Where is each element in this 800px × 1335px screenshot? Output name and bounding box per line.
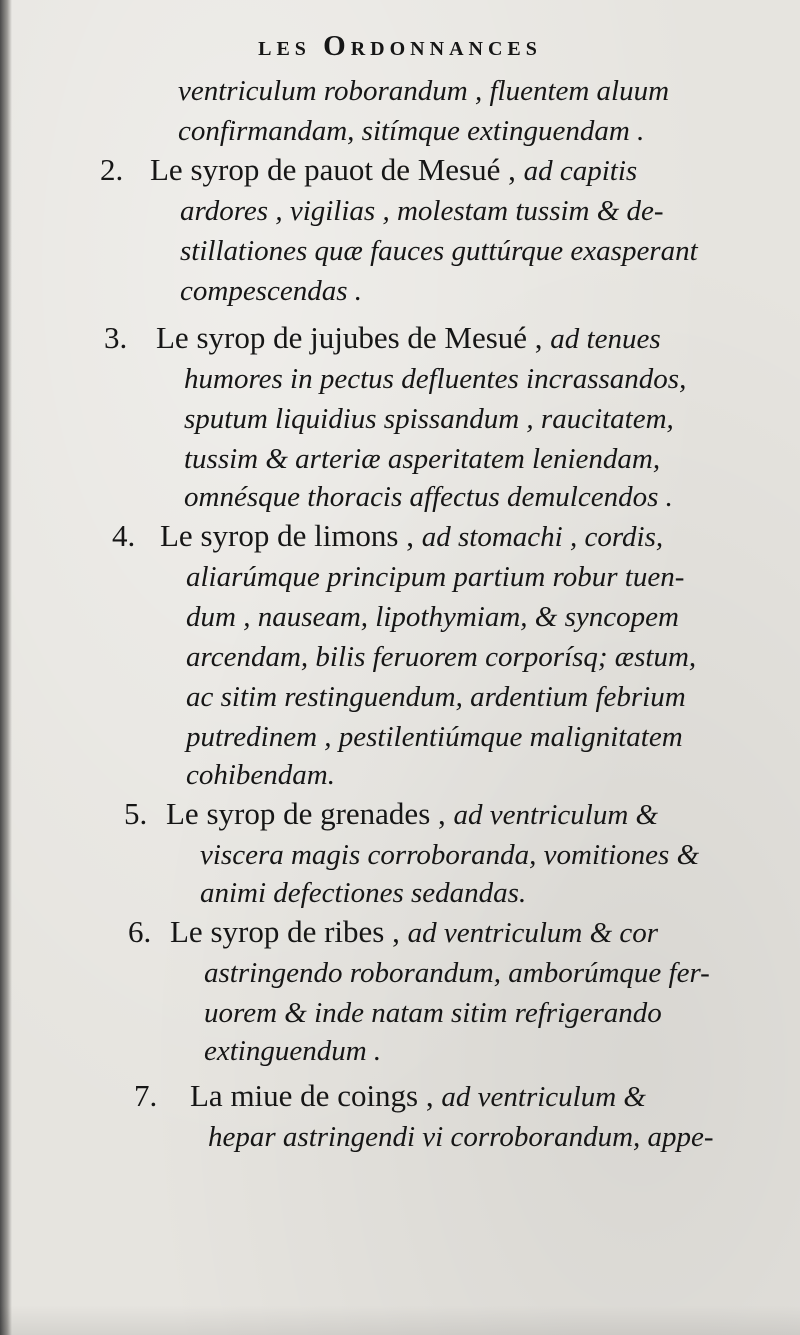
line-italic: animi defectiones sedandas. bbox=[200, 877, 527, 909]
line-italic: hepar astringendi vi corroborandum, appe- bbox=[208, 1121, 714, 1153]
text-line bbox=[170, 914, 658, 951]
item-number: 2. bbox=[100, 152, 124, 187]
line-italic: ad capitis bbox=[523, 155, 638, 187]
item-number: 4. bbox=[112, 518, 136, 553]
line-roman: Le syrop de limons , bbox=[160, 518, 422, 553]
text-line bbox=[186, 558, 684, 595]
line-italic: dum , nauseam, lipothymiam, & syncopem bbox=[186, 601, 679, 633]
text-line bbox=[186, 678, 686, 715]
text-line bbox=[166, 796, 658, 833]
text-line bbox=[186, 598, 679, 635]
text-line bbox=[178, 72, 669, 109]
text-line bbox=[184, 360, 686, 397]
text-line bbox=[184, 440, 660, 477]
text-line bbox=[200, 874, 526, 911]
line-italic: aliarúmque principum partium robur tuen- bbox=[186, 561, 685, 593]
text-line bbox=[200, 836, 699, 873]
line-italic: putredinem , pestilentiúmque malignitatem bbox=[186, 721, 683, 753]
page-bottom-shadow bbox=[0, 1305, 800, 1335]
line-roman: Le syrop de ribes , bbox=[170, 914, 408, 949]
line-roman: Le syrop de jujubes de Mesué , bbox=[156, 320, 551, 355]
line-italic: humores in pectus defluentes incrassandos, bbox=[184, 363, 687, 395]
text-line bbox=[180, 272, 362, 309]
item-number: 5. bbox=[124, 796, 148, 831]
item-number: 6. bbox=[128, 914, 152, 949]
text-line bbox=[156, 320, 661, 357]
text-line bbox=[204, 954, 710, 991]
line-italic: ventriculum roborandum , fluentem aluum bbox=[178, 75, 670, 107]
line-italic: extinguendum . bbox=[204, 1035, 382, 1067]
line-italic: confirmandam, sitímque extinguendam . bbox=[178, 115, 645, 147]
text-line bbox=[204, 994, 662, 1031]
line-italic: viscera magis corroboranda, vomitiones & bbox=[200, 839, 700, 871]
line-italic: astringendo roborandum, amborúmque fer- bbox=[204, 957, 710, 989]
text-line bbox=[150, 152, 637, 189]
text-line bbox=[204, 1032, 381, 1069]
text-line bbox=[184, 478, 673, 515]
text-line bbox=[180, 232, 698, 269]
line-italic: uorem & inde natam sitim refrigerando bbox=[204, 997, 662, 1029]
line-italic: ac sitim restinguendum, ardentium febrium bbox=[186, 681, 686, 713]
item-number: 7. bbox=[134, 1078, 158, 1113]
page-gutter-shadow bbox=[0, 0, 12, 1335]
line-italic: ad ventriculum & cor bbox=[407, 917, 659, 949]
line-italic: ad tenues bbox=[550, 323, 661, 355]
line-roman: La miue de coings , bbox=[190, 1078, 442, 1113]
text-line bbox=[184, 400, 674, 437]
text-line bbox=[178, 112, 644, 149]
text-line bbox=[180, 192, 664, 229]
running-head: les Ordonnances bbox=[258, 30, 542, 62]
line-roman: Le syrop de pauot de Mesué , bbox=[150, 152, 524, 187]
line-italic: ad ventriculum & bbox=[453, 799, 659, 831]
line-italic: ad stomachi , cordis, bbox=[421, 521, 664, 553]
item-number: 3. bbox=[104, 320, 128, 355]
line-italic: compescendas . bbox=[180, 275, 363, 307]
line-italic: cohibendam. bbox=[186, 759, 335, 791]
line-italic: tussim & arteriæ asperitatem leniendam, bbox=[184, 443, 661, 475]
line-italic: stillationes quæ fauces guttúrque exasperant bbox=[180, 235, 698, 267]
text-line bbox=[186, 756, 335, 793]
text-line bbox=[208, 1118, 714, 1155]
text-line bbox=[190, 1078, 646, 1115]
line-italic: sputum liquidius spissandum , raucitatem, bbox=[184, 403, 674, 435]
line-italic: arcendam, bilis feruorem corporísq; æstum, bbox=[186, 641, 697, 673]
text-line bbox=[186, 718, 683, 755]
line-roman: Le syrop de grenades , bbox=[166, 796, 454, 831]
line-italic: omnésque thoracis affectus demulcendos . bbox=[184, 481, 673, 513]
line-italic: ardores , vigilias , molestam tussim & de- bbox=[180, 195, 664, 227]
text-line bbox=[186, 638, 696, 675]
line-italic: ad ventriculum & bbox=[441, 1081, 646, 1113]
text-line bbox=[160, 518, 663, 555]
